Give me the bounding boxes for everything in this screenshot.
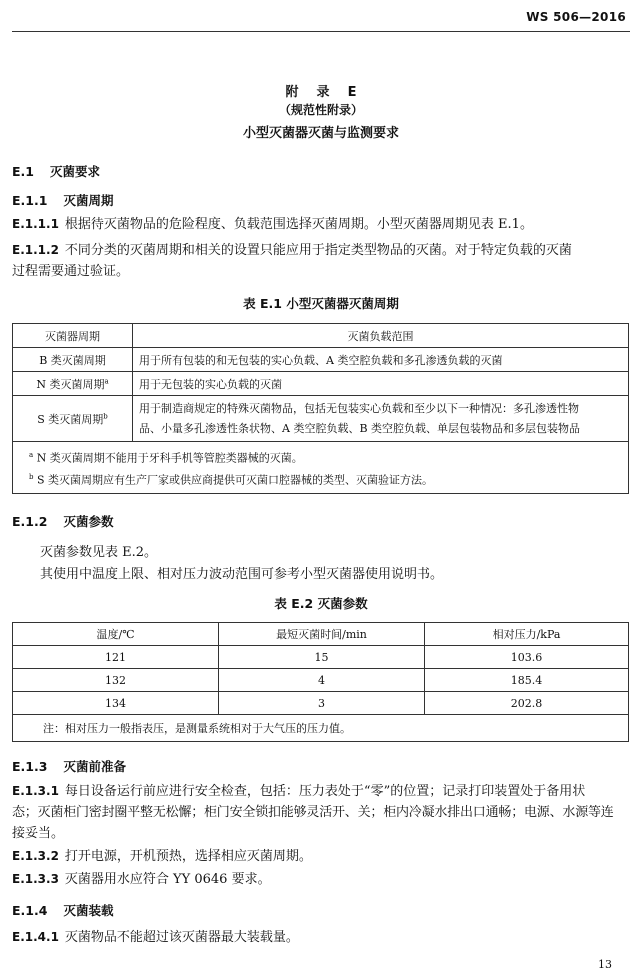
section-e1-heading	[12, 162, 100, 180]
clause-e112	[12, 240, 632, 282]
e12-paragraph-1: 灭菌参数见表 E.2。	[40, 545, 158, 560]
clause-text-line2: 态；灭菌柜门密封圈平整无松懈；柜门安全锁扣能够灵活开、关；柜内冷凝水排出口通畅；电源、水源等连	[12, 805, 614, 820]
footnote-b: $^b$ S 类灭菌周期应有生产厂家或供应商提供可灭菌口腔器械的类型、灭菌验证方法。	[29, 472, 434, 487]
table2	[12, 622, 629, 742]
clause-text: 灭菌物品不能超过该灭菌器最大装载量。	[64, 930, 299, 945]
table-header-cell: 最短灭菌时间/min	[219, 623, 425, 646]
footnote-a: $^a$ N 类灭菌周期不能用于牙科手机等管腔类器械的灭菌。	[29, 451, 303, 465]
section-e11-heading	[12, 191, 113, 209]
table-cell-period: N 类灭菌周期$^a$	[13, 372, 133, 396]
footnote-mark: b	[103, 411, 108, 420]
clause-number: E.1.3.1	[12, 784, 59, 798]
section-number: E.1.3	[12, 759, 48, 774]
section-title: 灭菌要求	[50, 164, 101, 179]
clause-text-line1: 不同分类的灭菌周期和相关的设置只能应用于指定类型物品的灭菌。对于特定负载的灭菌	[64, 243, 572, 258]
clause-number: E.1.1.1	[12, 217, 59, 231]
appendix-name: 小型灭菌器灭菌与监测要求	[242, 126, 399, 141]
table-header-row	[13, 623, 629, 646]
table-cell: 3	[219, 692, 425, 715]
clause-text: 打开电源，开机预热，选择相应灭菌周期。	[64, 849, 312, 864]
clause-e131	[12, 781, 632, 844]
table-header-row	[13, 324, 629, 348]
table-cell: 134	[13, 692, 219, 715]
standard-code: WS 506—2016	[526, 10, 626, 24]
table-header-cell: 灭菌器周期	[13, 324, 133, 348]
table-cell: 132	[13, 669, 219, 692]
section-e14-heading	[12, 901, 113, 919]
table-cell-range: 用于所有包装的和无包装的实心负载、A 类空腔负载和多孔渗透负载的灭菌	[133, 348, 629, 372]
clause-e133	[12, 869, 632, 890]
footnote-mark: a	[104, 376, 109, 385]
clause-text-line1: 每日设备运行前应进行安全检查，包括：压力表处于“零”的位置；记录打印装置处于备用状	[64, 784, 586, 799]
table-cell: 121	[13, 646, 219, 669]
section-e12-heading	[12, 512, 113, 530]
table-cell: 185.4	[425, 669, 629, 692]
table-cell: 15	[219, 646, 425, 669]
table1	[12, 323, 629, 494]
clause-e111	[12, 214, 632, 235]
section-title: 灭菌前准备	[63, 759, 126, 774]
clause-number: E.1.3.2	[12, 849, 59, 863]
table2-caption: 表 E.2 灭菌参数	[274, 596, 368, 611]
table-cell: 4	[219, 669, 425, 692]
table-header-cell: 灭菌负载范围	[133, 324, 629, 348]
table-footnotes	[13, 442, 629, 494]
section-number: E.1.1	[12, 193, 48, 208]
table-row	[13, 348, 629, 372]
table-row	[13, 372, 629, 396]
table-cell-range: 用于无包装的实心负载的灭菌	[133, 372, 629, 396]
page-number: 13	[598, 958, 612, 971]
clause-text: 根据待灭菌物品的危险程度、负载范围选择灭菌周期。小型灭菌器周期见表 E.1。	[64, 217, 533, 232]
clause-number: E.1.4.1	[12, 930, 59, 944]
section-title: 灭菌装载	[63, 903, 114, 918]
e12-paragraph-2: 其使用中温度上限、相对压力波动范围可参考小型灭菌器使用说明书。	[40, 567, 444, 582]
table-footnote-row	[13, 442, 629, 494]
table-cell: 103.6	[425, 646, 629, 669]
table-note-row	[13, 715, 629, 742]
table-note: 注：相对压力一般指表压，是测量系统相对于大气压的压力值。	[13, 715, 629, 742]
table-cell-period: B 类灭菌周期	[13, 348, 133, 372]
clause-number: E.1.3.3	[12, 872, 59, 886]
table-header-cell: 相对压力/kPa	[425, 623, 629, 646]
table-row	[13, 646, 629, 669]
clause-e132	[12, 846, 632, 867]
table-row	[13, 396, 629, 442]
header-rule	[12, 31, 630, 32]
clause-e141	[12, 927, 632, 948]
table-row	[13, 669, 629, 692]
clause-text-line2: 过程需要通过验证。	[12, 264, 130, 279]
clause-number: E.1.1.2	[12, 243, 59, 257]
section-number: E.1.4	[12, 903, 48, 918]
section-title: 灭菌周期	[63, 193, 114, 208]
clause-text-line3: 接妥当。	[12, 826, 65, 841]
appendix-type: （规范性附录）	[278, 103, 363, 117]
appendix-title: 附 录 E	[285, 85, 357, 100]
section-number: E.1.2	[12, 514, 48, 529]
table-cell-range: 用于制造商规定的特殊灭菌物品，包括无包装实心负载和至少以下一种情况：多孔渗透性物 品、小量多孔渗透性条状物、A 类空腔负载、B 类空腔负载、单层包装物品和多层包装物品	[133, 396, 629, 442]
table1-caption: 表 E.1 小型灭菌器灭菌周期	[243, 296, 399, 311]
table-row	[13, 692, 629, 715]
section-title: 灭菌参数	[63, 514, 114, 529]
table-header-cell: 温度/℃	[13, 623, 219, 646]
table-cell-period: S 类灭菌周期$^b$	[13, 396, 133, 442]
table-cell: 202.8	[425, 692, 629, 715]
section-e13-heading	[12, 757, 126, 775]
section-number: E.1	[12, 164, 34, 179]
clause-text: 灭菌器用水应符合 YY 0646 要求。	[64, 872, 271, 887]
